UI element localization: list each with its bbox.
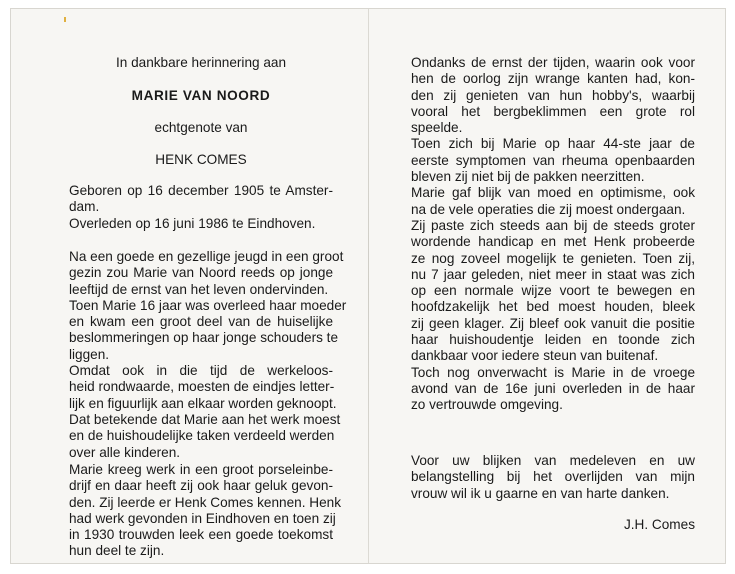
text-line: Toen Marie 16 jaar was overleed haar moeder [69, 297, 347, 313]
text-line: beslommeringen op haar jonge schouders te [69, 330, 339, 346]
text-line: hoofdzakelijk het bed moest houden, bleek [411, 299, 695, 315]
text-line: leeftijd de ernst van het leven ondervinden. [69, 281, 329, 297]
text-line: vooral het bergbeklimmen een grote rol [411, 103, 695, 119]
signature: J.H. Comes [623, 517, 695, 532]
text-line: nu 7 jaar geleden, niet meer in staat was zich [411, 266, 695, 282]
text-line: Marie gaf blijk van moed en optimisme, ook [411, 185, 695, 201]
text-line: hun deel te zijn. [69, 543, 165, 559]
text-line: Dat betekende dat Marie aan het werk moest [69, 411, 341, 427]
text-line: had werk gevonden in Eindhoven en toen zij [69, 510, 336, 526]
text-line: den. Zij leerde er Henk Comes kennen. Henk [69, 494, 342, 510]
death-line: Overleden op 16 juni 1986 te Eindhoven. [69, 216, 316, 231]
text-line: Toch nog onverwacht is Marie in de vroege [411, 364, 695, 380]
text-line: gezin zou Marie van Noord reeds op jonge [69, 265, 333, 281]
corner-mark [64, 17, 66, 22]
dedication-intro: In dankbare herinnering aan [115, 55, 287, 70]
text-line: over alle kinderen. [69, 444, 181, 460]
text-line: den zij genieten van hun hobby's, waarbij [411, 87, 695, 103]
text-line: Voor uw blijken van medeleven en uw [411, 453, 695, 468]
text-line: liggen. [69, 346, 110, 362]
text-line: eerste symptomen van rheuma openbaarden [411, 152, 695, 168]
thanks-paragraph [411, 453, 695, 502]
text-line: Omdat ook in die tijd de werkeloos- [69, 363, 333, 379]
birth-line-1: Geboren op 16 december 1905 te Amster- [69, 183, 333, 198]
fold-line [368, 9, 369, 563]
text-line: dankbaar voor iedere steun van buitenaf. [411, 348, 659, 364]
birth-info [69, 183, 333, 216]
relation-text: echtgenote van [154, 120, 248, 135]
birth-line-2: dam. [69, 199, 100, 215]
text-line: Toen zich bij Marie op haar 44-ste jaar de [411, 136, 695, 152]
text-line: vrouw wil ik u gaarne en van harte danken. [411, 485, 670, 501]
text-line: zij geen klager. Zij bleef ook vanuit die positie [411, 315, 695, 331]
text-line: na de vele operaties die zij moest ondergaan. [411, 201, 686, 217]
text-line: ze nog zoveel mogelijk te genieten. Toen zij, [411, 250, 695, 266]
text-line: Na een goede en gezellige jeugd in een groot [69, 249, 344, 264]
text-line: lijk en figuurlijk aan elkaar worden geknoopt. [69, 395, 337, 411]
text-line: bleven zij niet bij de pakken neerzitten. [411, 169, 645, 185]
biography-paragraph-2 [69, 462, 342, 560]
memorial-card [10, 8, 726, 564]
left-page [69, 9, 347, 565]
text-line: en kwam een groot deel van de huiselijke [69, 314, 333, 330]
story-paragraph [411, 55, 695, 414]
text-line: drijf en daar heeft zij ook haar geluk gevon- [69, 478, 333, 494]
deceased-name: MARIE VAN NOORD [131, 88, 271, 103]
text-line: en de huishoudelijke taken verdeeld werden [69, 428, 335, 444]
right-page [411, 9, 695, 565]
text-line: wordende handicap en met Henk probeerde [411, 234, 695, 250]
death-info [69, 216, 333, 232]
text-line: Ondanks de ernst der tijden, waarin ook voor [411, 55, 695, 70]
text-line: haar huishoudentje leiden en toonde zich [411, 332, 695, 348]
spouse-name: HENK COMES [155, 152, 247, 167]
text-line: op een normale wijze voort te bewegen en [411, 283, 695, 299]
text-line: belangstelling bij het overlijden van mijn [411, 469, 695, 485]
text-line: zo vertrouwde omgeving. [411, 397, 563, 413]
text-line: Marie kreeg werk in een groot porseleinbe- [69, 462, 333, 477]
text-line: avond van de 16e juni overleden in de haar [411, 380, 695, 396]
text-line: Zij paste zich steeds aan bij de steeds groter [411, 217, 695, 233]
biography-paragraph-1 [69, 249, 347, 461]
text-line: hen de oorlog zijn wrange kanten had, kon- [411, 71, 695, 87]
text-line: heid rondwaarde, moesten de eindjes letter- [69, 379, 335, 395]
text-line: speelde. [411, 120, 463, 136]
text-line: in 1930 trouwden leek een goede toekomst [69, 527, 333, 543]
